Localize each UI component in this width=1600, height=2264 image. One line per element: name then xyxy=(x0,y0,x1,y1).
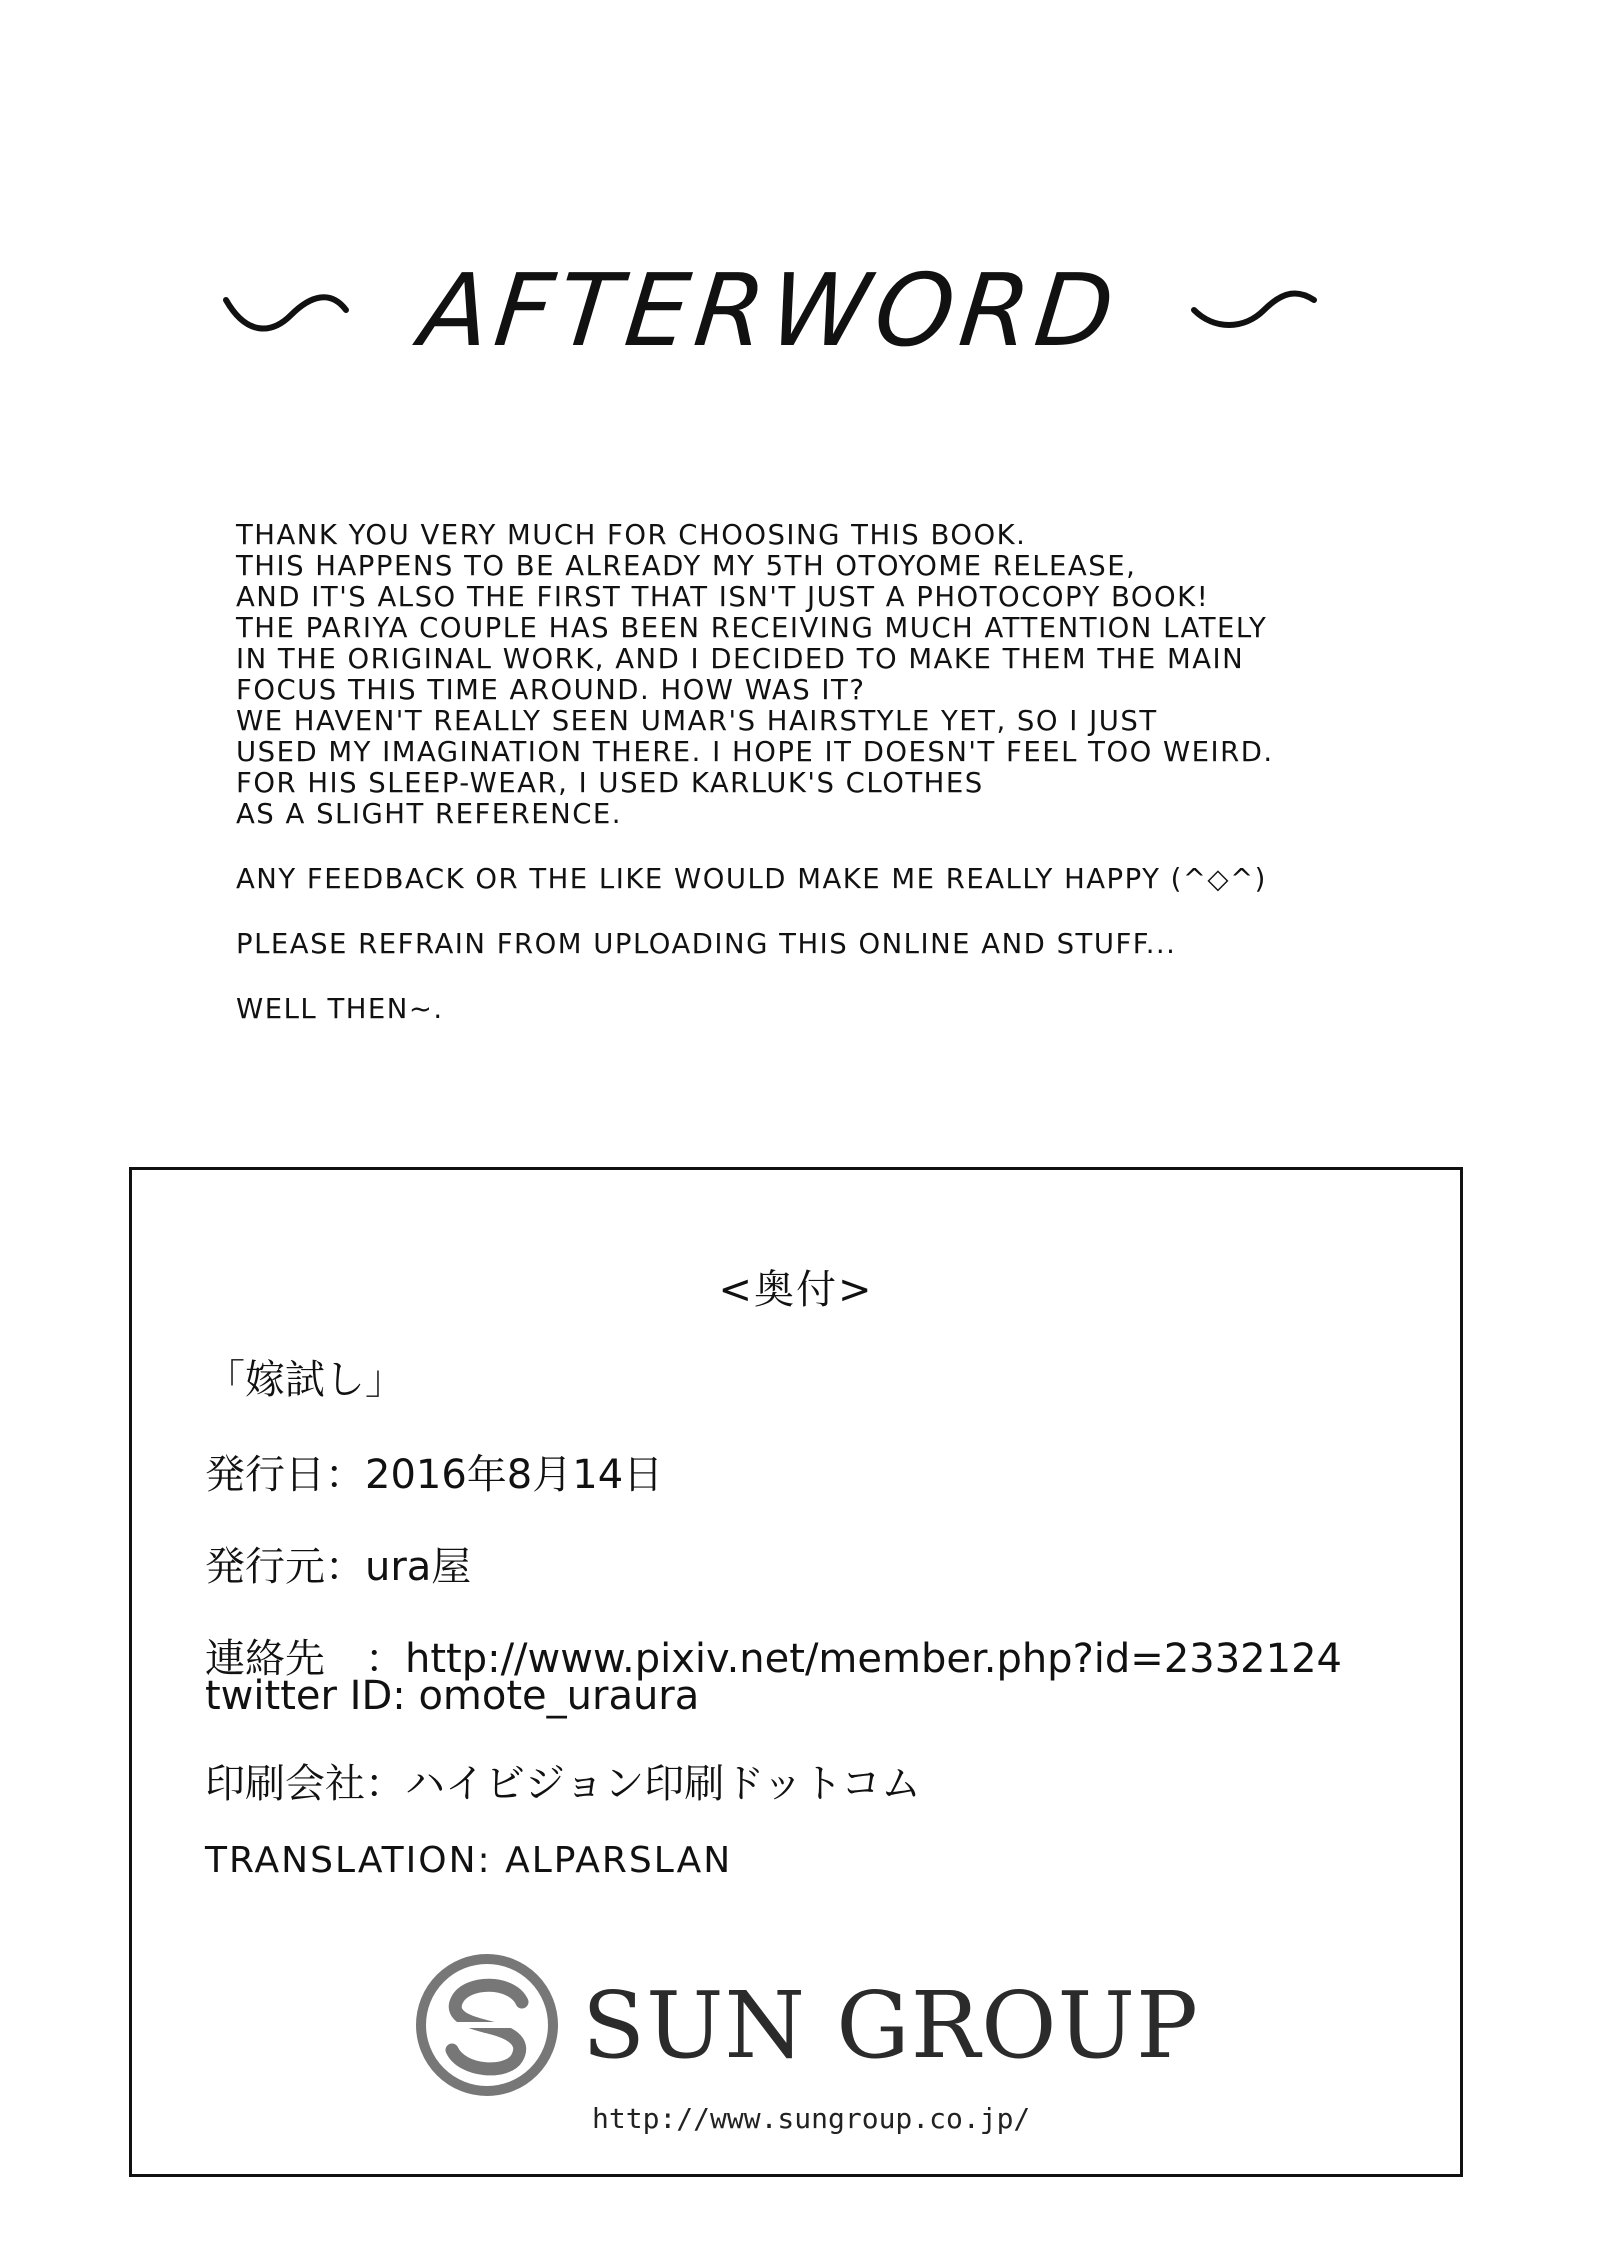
afterword-heading xyxy=(220,250,1320,370)
afterword-line: THE PARIYA COUPLE HAS BEEN RECEIVING MUCH ATTENTION LATELY xyxy=(236,612,1268,644)
afterword-closing: WELL THEN~. xyxy=(236,993,444,1025)
afterword-line: THIS HAPPENS TO BE ALREADY MY 5TH OTOYOME RELEASE, xyxy=(236,550,1137,582)
afterword-line: FOCUS THIS TIME AROUND. HOW WAS IT? xyxy=(236,674,866,706)
book-title: 「嫁試し」 xyxy=(205,1357,405,1403)
afterword-title: AFTERWORD xyxy=(414,251,1126,369)
afterword-line: USED MY IMAGINATION THERE. I HOPE IT DOESN'T FEEL TOO WEIRD. xyxy=(236,736,1274,768)
tilde-right-icon xyxy=(1189,285,1319,335)
afterword-line: AND IT'S ALSO THE FIRST THAT ISN'T JUST A PHOTOCOPY BOOK! xyxy=(236,581,1210,613)
afterword-body xyxy=(236,520,1366,1025)
afterword-line: AS A SLIGHT REFERENCE. xyxy=(236,798,623,830)
publish-date: 発行日：2016年8月14日 xyxy=(205,1452,664,1498)
translation-credit: TRANSLATION: ALPARSLAN xyxy=(205,1840,733,1881)
afterword-line: IN THE ORIGINAL WORK, AND I DECIDED TO MAKE THEM THE MAIN xyxy=(236,643,1245,675)
afterword-line: THANK YOU VERY MUCH FOR CHOOSING THIS BOOK. xyxy=(236,519,1027,551)
publisher: 発行元：ura屋 xyxy=(205,1544,472,1590)
sun-group-logo xyxy=(412,1950,1199,2100)
logo-url: http://www.sungroup.co.jp/ xyxy=(592,2102,1031,2135)
colophon-box xyxy=(129,1167,1463,2177)
colophon-heading: <奥付> xyxy=(718,1267,874,1313)
printing-company: 印刷会社：ハイビジョン印刷ドットコム xyxy=(205,1761,921,1807)
logo-name: SUN GROUP xyxy=(582,1972,1199,2079)
afterword-request: PLEASE REFRAIN FROM UPLOADING THIS ONLINE AND STUFF... xyxy=(236,928,1177,960)
afterword-feedback: ANY FEEDBACK OR THE LIKE WOULD MAKE ME REALLY HAPPY (^◇^) xyxy=(236,863,1267,895)
afterword-line: FOR HIS SLEEP-WEAR, I USED KARLUK'S CLOTHES xyxy=(236,767,984,799)
afterword-line: WE HAVEN'T REALLY SEEN UMAR'S HAIRSTYLE YET, SO I JUST xyxy=(236,705,1158,737)
afterword-paragraph xyxy=(236,520,1366,830)
twitter-id: twitter ID: omote_uraura xyxy=(205,1673,700,1719)
tilde-left-icon xyxy=(221,285,351,335)
sun-group-logo-icon xyxy=(412,1950,562,2100)
contact-url: 連絡先 ：http://www.pixiv.net/member.php?id=2332124 xyxy=(205,1636,1342,1682)
